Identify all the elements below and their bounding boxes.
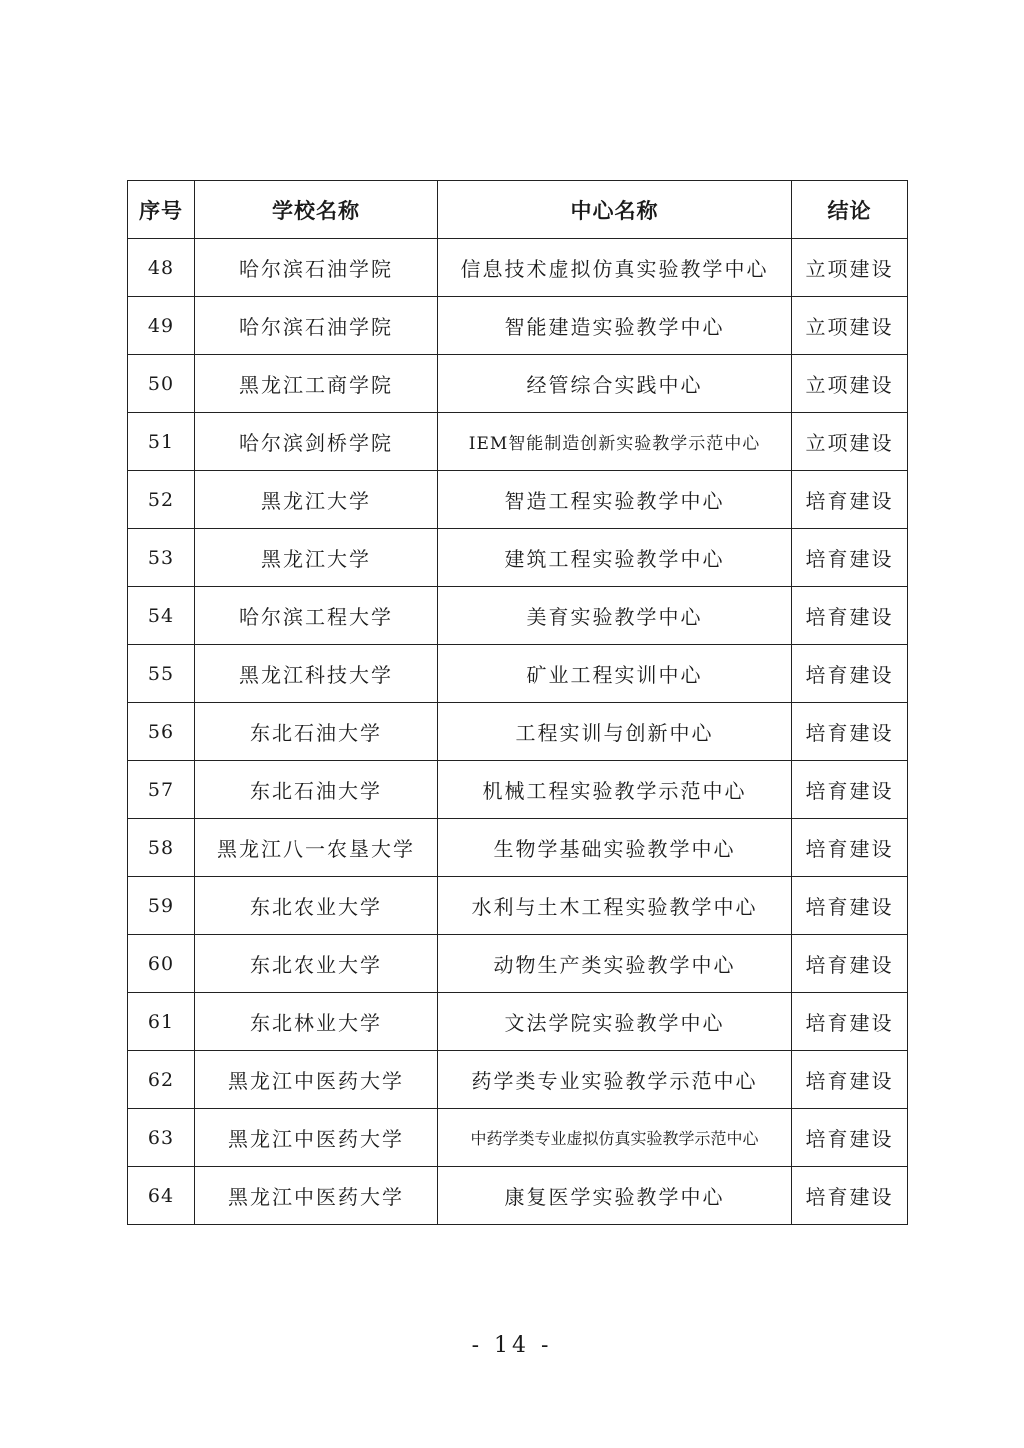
cell-center-name: 药学类专业实验教学示范中心: [438, 1051, 792, 1109]
cell-center-name: 文法学院实验教学中心: [438, 993, 792, 1051]
table-row: [128, 587, 908, 645]
cell-school-name: 黑龙江中医药大学: [195, 1109, 438, 1167]
cell-center-name: 康复医学实验教学中心: [438, 1167, 792, 1225]
header-school-name: 学校名称: [195, 181, 438, 239]
cell-serial-no: 49: [128, 297, 195, 355]
table-row: [128, 1167, 908, 1225]
cell-serial-no: 59: [128, 877, 195, 935]
cell-serial-no: 60: [128, 935, 195, 993]
table-row: [128, 239, 908, 297]
cell-serial-no: 57: [128, 761, 195, 819]
table-body: [128, 239, 908, 1225]
cell-serial-no: 54: [128, 587, 195, 645]
cell-serial-no: 61: [128, 993, 195, 1051]
table-row: [128, 645, 908, 703]
cell-conclusion: 立项建设: [792, 355, 908, 413]
table-row: [128, 819, 908, 877]
table-row: [128, 355, 908, 413]
cell-center-name: 工程实训与创新中心: [438, 703, 792, 761]
cell-conclusion: 培育建设: [792, 1167, 908, 1225]
cell-conclusion: 培育建设: [792, 993, 908, 1051]
cell-center-name: 水利与土木工程实验教学中心: [438, 877, 792, 935]
cell-serial-no: 62: [128, 1051, 195, 1109]
cell-school-name: 东北农业大学: [195, 935, 438, 993]
page-number: - 14 -: [471, 1333, 553, 1358]
cell-conclusion: 培育建设: [792, 587, 908, 645]
cell-conclusion: 培育建设: [792, 645, 908, 703]
table-row: [128, 993, 908, 1051]
cell-center-name: 信息技术虚拟仿真实验教学中心: [438, 239, 792, 297]
table-header-row: [128, 181, 908, 239]
cell-school-name: 黑龙江中医药大学: [195, 1051, 438, 1109]
table-row: [128, 761, 908, 819]
table-row: [128, 877, 908, 935]
cell-school-name: 黑龙江科技大学: [195, 645, 438, 703]
cell-conclusion: 立项建设: [792, 413, 908, 471]
header-serial-no: 序号: [128, 181, 195, 239]
cell-center-name: IEM智能制造创新实验教学示范中心: [438, 413, 792, 471]
table-row: [128, 935, 908, 993]
table-row: [128, 297, 908, 355]
cell-serial-no: 50: [128, 355, 195, 413]
cell-school-name: 东北农业大学: [195, 877, 438, 935]
cell-school-name: 哈尔滨石油学院: [195, 297, 438, 355]
cell-serial-no: 51: [128, 413, 195, 471]
header-center-name: 中心名称: [438, 181, 792, 239]
cell-conclusion: 培育建设: [792, 877, 908, 935]
table-row: [128, 471, 908, 529]
cell-school-name: 黑龙江中医药大学: [195, 1167, 438, 1225]
cell-school-name: 东北林业大学: [195, 993, 438, 1051]
cell-school-name: 哈尔滨工程大学: [195, 587, 438, 645]
cell-conclusion: 培育建设: [792, 703, 908, 761]
cell-center-name: 美育实验教学中心: [438, 587, 792, 645]
cell-school-name: 黑龙江大学: [195, 529, 438, 587]
cell-center-name: 智能建造实验教学中心: [438, 297, 792, 355]
cell-center-name: 建筑工程实验教学中心: [438, 529, 792, 587]
cell-school-name: 哈尔滨石油学院: [195, 239, 438, 297]
cell-school-name: 黑龙江八一农垦大学: [195, 819, 438, 877]
cell-center-name: 动物生产类实验教学中心: [438, 935, 792, 993]
cell-conclusion: 培育建设: [792, 529, 908, 587]
cell-center-name: 中药学类专业虚拟仿真实验教学示范中心: [438, 1109, 792, 1167]
cell-conclusion: 培育建设: [792, 935, 908, 993]
cell-serial-no: 48: [128, 239, 195, 297]
cell-conclusion: 培育建设: [792, 471, 908, 529]
cell-center-name: 智造工程实验教学中心: [438, 471, 792, 529]
cell-center-name: 生物学基础实验教学中心: [438, 819, 792, 877]
cell-serial-no: 58: [128, 819, 195, 877]
table-row: [128, 1109, 908, 1167]
cell-center-name: 机械工程实验教学示范中心: [438, 761, 792, 819]
cell-serial-no: 64: [128, 1167, 195, 1225]
cell-school-name: 东北石油大学: [195, 761, 438, 819]
cell-conclusion: 培育建设: [792, 761, 908, 819]
cell-serial-no: 56: [128, 703, 195, 761]
cell-school-name: 哈尔滨剑桥学院: [195, 413, 438, 471]
table-row: [128, 1051, 908, 1109]
cell-serial-no: 55: [128, 645, 195, 703]
cell-serial-no: 52: [128, 471, 195, 529]
cell-conclusion: 培育建设: [792, 1051, 908, 1109]
cell-school-name: 黑龙江工商学院: [195, 355, 438, 413]
header-conclusion: 结论: [792, 181, 908, 239]
cell-center-name: 矿业工程实训中心: [438, 645, 792, 703]
cell-serial-no: 53: [128, 529, 195, 587]
cell-conclusion: 培育建设: [792, 1109, 908, 1167]
cell-school-name: 东北石油大学: [195, 703, 438, 761]
table-row: [128, 413, 908, 471]
cell-school-name: 黑龙江大学: [195, 471, 438, 529]
cell-conclusion: 立项建设: [792, 239, 908, 297]
table-row: [128, 529, 908, 587]
cell-serial-no: 63: [128, 1109, 195, 1167]
cell-center-name: 经管综合实践中心: [438, 355, 792, 413]
results-table: [127, 180, 908, 1225]
cell-conclusion: 立项建设: [792, 297, 908, 355]
cell-conclusion: 培育建设: [792, 819, 908, 877]
table-row: [128, 703, 908, 761]
